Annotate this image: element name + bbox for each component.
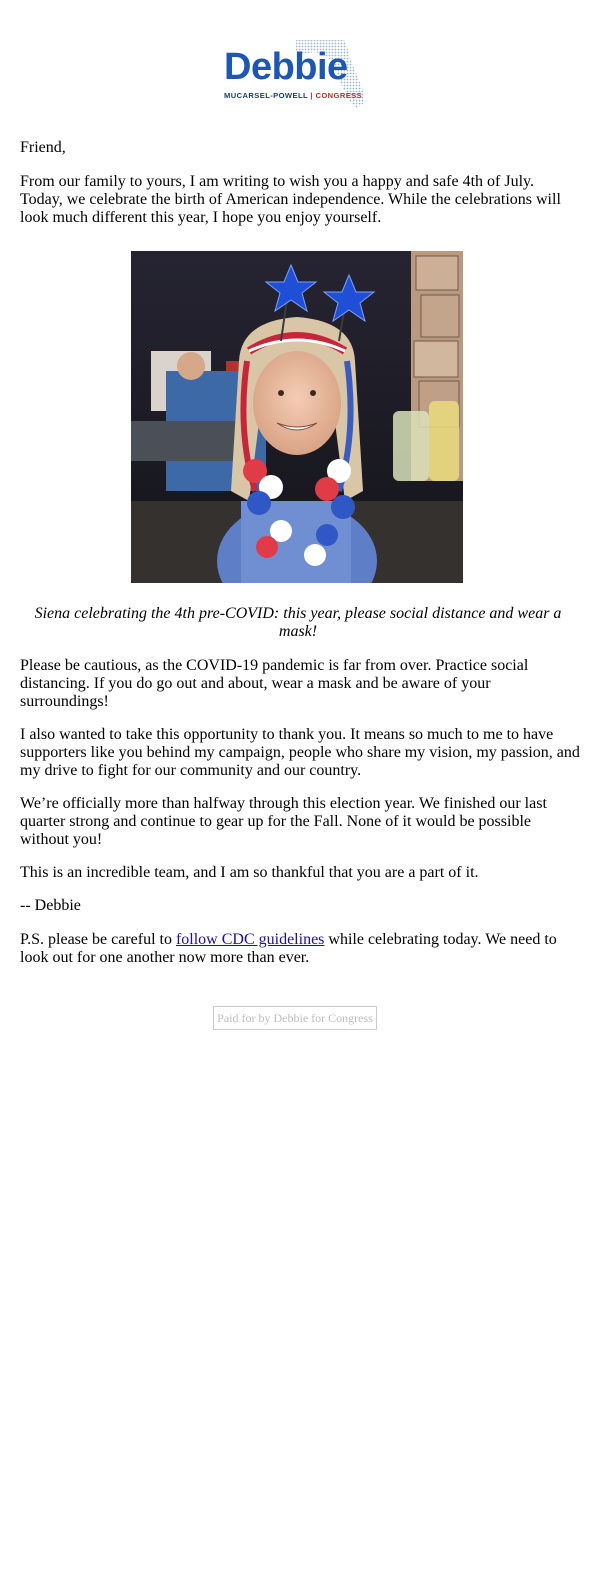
siena-celebration-photo: [131, 251, 463, 583]
signoff: -- Debbie: [20, 897, 81, 914]
logo-tagline-congress: CONGRESS: [315, 91, 363, 100]
halfway-paragraph: We’re officially more than halfway through this election year. We finished our last quarter strong and continue to gear up for the Fall. None of it would be possible without you!: [20, 795, 547, 848]
logo-tagline: [224, 91, 362, 100]
caution-paragraph: Please be cautious, as the COVID-19 pandemic is far from over. Practice social distancing. If you do go out and about, wear a mask and be aware of your surroundings!: [20, 657, 529, 710]
postscript-text-before: P.S. please be careful to: [20, 931, 176, 948]
postscript-paragraph: [20, 931, 580, 967]
intro-paragraph: From our family to yours, I am writing to wish you a happy and safe 4th of July. Today, we celebrate the birth of American independence. While the celebrations will look much different this year, I hope you enjoy yourself.: [20, 173, 561, 226]
photo-caption: Siena celebrating the 4th pre-COVID: this year, please social distance and wear a mask!: [34, 605, 562, 640]
greeting: Friend,: [20, 139, 66, 156]
postscript-text-after: while celebrating today. We need to look out for one another now more than ever.: [20, 931, 557, 966]
campaign-logo[interactable]: [222, 36, 372, 112]
team-paragraph: This is an incredible team, and I am so thankful that you are a part of it.: [20, 864, 479, 881]
logo-tagline-divider: |: [307, 91, 316, 100]
logo-wordmark: Debbie: [224, 46, 348, 88]
logo-tagline-name: MUCARSEL-POWELL: [224, 91, 308, 100]
paid-for-disclaimer: Paid for by Debbie for Congress: [213, 1006, 377, 1030]
thanks-paragraph: I also wanted to take this opportunity to thank you. It means so much to me to have supporters like you behind my campaign, people who share my vision, my passion, and my drive to fight for our community and our country.: [20, 726, 580, 779]
cdc-guidelines-link[interactable]: follow CDC guidelines: [175, 931, 325, 948]
